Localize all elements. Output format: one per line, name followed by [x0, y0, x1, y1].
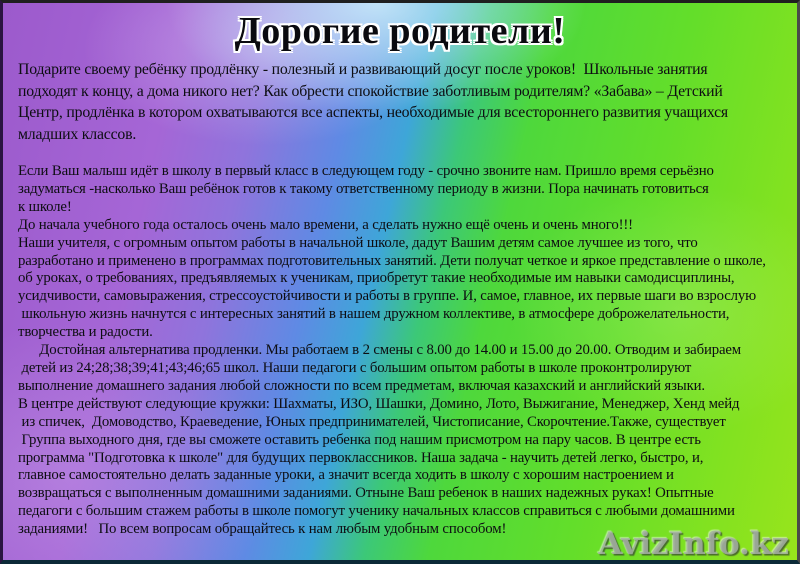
text-line: из спичек, Домоводство, Краеведение, Юных предпринимателей, Чистописание, Скорочтение.Также, существует: [18, 413, 726, 430]
text-line: программа "Подготовка к школе" для будущих первоклассников. Наша задача - научить детей легко, быстро, и,: [18, 449, 704, 466]
text-line: детей из 24;28;38;39;41;43;46;65 школ. Наши педагоги с большим опытом работы в школе проконтролируют: [18, 359, 692, 376]
text-line: задуматься -насколько Ваш ребёнок готов к такому ответственному периоду в жизни. Пора начинать готовиться: [18, 180, 709, 197]
text-line: До начала учебного года осталось очень мало времени, а сделать нужно ещё очень и очень много!!!: [18, 216, 633, 233]
text-line: об уроках, о требованиях, предъявляемых к ученикам, приобретут такие необходимые им навыки самодисциплины,: [18, 270, 735, 287]
text-line: к школе!: [18, 198, 72, 215]
text-line: подходят к концу, а дома никого нет? Как обрести спокойствие заботливым родителям? «Забава» – Детский: [18, 82, 723, 100]
text-line: Достойная альтернатива продленки. Мы работаем в 2 смены с 8.00 до 14.00 и 15.00 до 20.00. Отводим и забираем: [18, 342, 742, 359]
text-line: творчества и радости.: [18, 324, 153, 341]
text-line: разработано и применено в программах подготовительных занятий. Дети получат четкое и яркое представление о школе,: [18, 252, 766, 269]
text-line: возвращаться с выполненным домашними заданиями. Отныне Ваш ребенок в наших надежных руках! Опытные: [18, 485, 714, 502]
text-line: Если Ваш малыш идёт в школу в первый класс в следующем году - срочно звоните нам. Пришло время серьёзно: [18, 163, 714, 179]
text-line: педагоги с большим стажем работы в школе помогут ученику начальных классов справиться с любыми домашними: [18, 503, 735, 520]
text-line: заданиями! По всем вопросам обращайтесь к нам любым удобным способом!: [18, 521, 507, 538]
intro-paragraph: [3, 59, 797, 145]
avizinfo-watermark: AvizInfo.kz: [598, 526, 789, 562]
text-line: Центр, продлёнка в котором охватываются все аспекты, необходимые для всестороннего развития учащихся: [18, 104, 728, 121]
text-line: Группа выходного дня, где вы сможете оставить ребенка под нашим присмотром на пару часов. В центре есть: [18, 431, 701, 448]
flyer-title: Дорогие родители!: [234, 10, 566, 52]
text-line: Наши учителя, с огромным опытом работы в начальной школе, дадут Вашим детям самое лучшее из того, что: [18, 234, 698, 251]
text-line: Подарите своему ребёнку продлёнку - полезный и развивающий досуг после уроков! Школьные занятия: [18, 61, 708, 78]
text-line: усидчивости, самовыражения, стрессоустойчивости и работы в группе. И, самое, главное, их первые шаги во взрослую: [18, 288, 757, 305]
text-line: выполнение домашнего задания любой сложности по всем предметам, включая казахский и английский языки.: [18, 377, 705, 394]
text-line: В центре действуют следующие кружки: Шахматы, ИЗО, Шашки, Домино, Лото, Выжигание, Менеджер, Хенд мейд: [18, 395, 740, 412]
text-line: младших классов.: [18, 125, 137, 143]
text-line: главное самостоятельно делать заданные уроки, а значит всегда ходить в школу с хорошим настроением и: [18, 467, 674, 484]
body-paragraphs: [3, 163, 797, 539]
text-line: школьную жизнь начнутся с интересных занятий в нашем дружном коллективе, в атмосфере доброжелательности,: [18, 306, 730, 323]
